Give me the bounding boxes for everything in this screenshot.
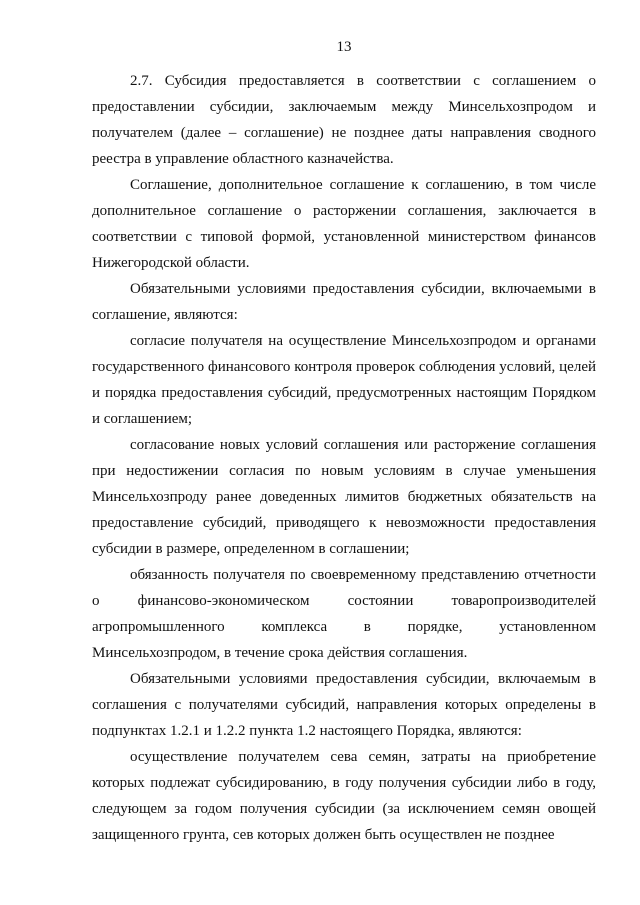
document-body bbox=[92, 68, 596, 848]
paragraph-mandatory-conditions: Обязательными условиями предоставления субсидии, включаемыми в соглашение, являются: bbox=[92, 281, 596, 323]
paragraph-2-7: 2.7. Субсидия предоставляется в соответствии с соглашением о предоставлении субсидии, заключаемым между Минсельхозпродом и получателем (далее – соглашение) не позднее даты направления сводного реестра в управление областного казначейства. bbox=[92, 73, 596, 167]
paragraph-sowing-seeds: осуществление получателем сева семян, затраты на приобретение которых подлежат субсидированию, в году получения субсидии либо в году, следующем за годом получения субсидии (за исключением семян овощей защищенного грунта, сев которых должен быть осуществлен не позднее bbox=[92, 749, 596, 843]
paragraph-reporting-obligation: обязанность получателя по своевременному представлению отчетности о финансово-экономическом состоянии товаропроизводителей агропромышленного комплекса в порядке, установленном Минсельхозпродом, в течение срока действия соглашения. bbox=[92, 567, 596, 661]
paragraph-agreement-form: Соглашение, дополнительное соглашение к соглашению, в том числе дополнительное соглашение о расторжении соглашения, заключается в соответствии с типовой формой, установленной министерством финансов Нижегородской области. bbox=[92, 177, 596, 271]
paragraph-consent-to-inspections: согласие получателя на осуществление Минсельхозпродом и органами государственного финансового контроля проверок соблюдения условий, целей и порядка предоставления субсидий, предусмотренных настоящим Порядком и соглашением; bbox=[92, 333, 596, 427]
paragraph-mandatory-conditions-subsidies: Обязательными условиями предоставления субсидии, включаемым в соглашения с получателями субсидий, направления которых определены в подпунктах 1.2.1 и 1.2.2 пункта 1.2 настоящего Порядка, являются: bbox=[92, 671, 596, 739]
page-number: 13 bbox=[336, 39, 352, 55]
paragraph-new-conditions: согласование новых условий соглашения или расторжение соглашения при недостижении согласия по новым условиям в случае уменьшения Минсельхозпроду ранее доведенных лимитов бюджетных обязательств на предоставление субсидий, приводящего к невозможности предоставления субсидии в размере, определенном в соглашении; bbox=[92, 437, 596, 557]
